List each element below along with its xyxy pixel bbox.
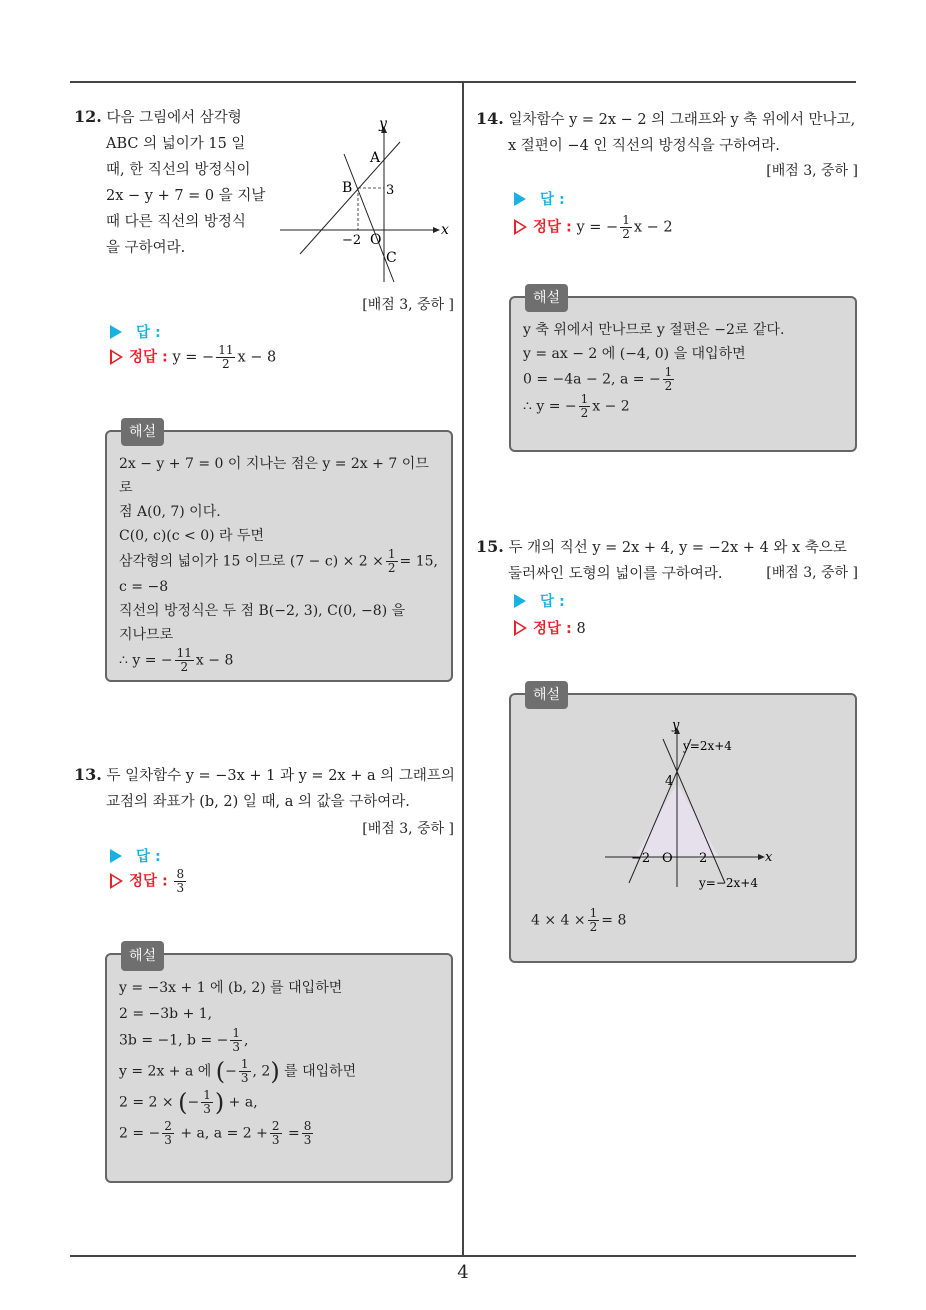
explanation-tag: 해설 (525, 284, 568, 312)
q14-expl-line: y 축 위에서 만나므로 y 절편은 −2로 같다. (523, 322, 785, 338)
q14-score: [배점 3, 중하 ] (766, 163, 858, 179)
q12-graph-label-c: C (386, 250, 397, 266)
q12-answer-post: x − 8 (237, 349, 277, 366)
q13-answer-num: 8 (176, 867, 185, 881)
explanation-tag: 해설 (121, 941, 164, 971)
q13-question (74, 762, 458, 815)
q14-answer-line (514, 189, 565, 211)
q13-expl-line: y = −3x + 1 에 (b, 2) 를 대입하면 (119, 980, 343, 996)
q13-score: [배점 3, 중하 ] (362, 821, 454, 837)
q15-graph-x-label: x (765, 850, 773, 865)
q15-answer-line (514, 591, 565, 613)
q13-explanation-box (105, 948, 453, 1183)
bottom-rule (70, 1255, 856, 1257)
q12-answer-line (110, 322, 161, 344)
q13-number: 13. (74, 765, 102, 784)
q15-explanation-box (509, 687, 857, 963)
q12-answer-num: 11 (218, 343, 234, 357)
filled-triangle-icon (110, 325, 122, 339)
q15-correct-line (514, 618, 586, 640)
q13-expl-line: 2 = 2 × (− $\frac{1}{3}$ ) + a, (119, 1088, 258, 1117)
answer-label: 답 : (136, 849, 161, 865)
q12-expl-line: 점 A(0, 7) 이다. (119, 504, 221, 520)
q12-graph-tick-y: 3 (386, 183, 395, 198)
q14-explanation-box (509, 290, 857, 452)
q12-graph-x-label: x (441, 222, 449, 238)
q12-graph-origin: O (370, 232, 382, 248)
q13-correct-line (110, 868, 188, 895)
q12-line: 다음 그림에서 삼각형 (106, 110, 242, 126)
q12-explanation-box (105, 424, 453, 682)
q13-line: 교점의 좌표가 (b, 2) 일 때, a 의 값을 구하여라. (106, 794, 410, 810)
filled-triangle-icon (514, 594, 526, 608)
q15-graph-line2-label: y=−2x+4 (699, 876, 758, 890)
q12-answer-pre: y = − (172, 349, 215, 366)
q15-graph-tick-pos: 2 (699, 851, 708, 866)
q12-graph-label-a: A (370, 150, 381, 166)
q14-line: x 절편이 −4 인 직선의 방정식을 구하여라. (508, 138, 780, 154)
q12-score: [배점 3, 중하 ] (362, 297, 454, 313)
q12-number: 12. (74, 107, 102, 126)
q15-line: 두 개의 직선 y = 2x + 4, y = −2x + 4 와 x 축으로 (508, 540, 847, 556)
q14-line: 일차함수 y = 2x − 2 의 그래프와 y 축 위에서 만나고, (508, 112, 856, 128)
outline-triangle-icon (514, 620, 527, 636)
q12-line: 때 다른 직선의 방정식 (106, 214, 246, 230)
filled-triangle-icon (514, 192, 526, 206)
q13-expl-line: y = 2x + a 에 (− $\frac{1}{3}$ , 2) 를 대입하면 (119, 1057, 357, 1086)
q15-graph-tick-y: 4 (665, 774, 674, 789)
q15-graph-origin: O (662, 851, 673, 866)
q12-expl-line: ∴ y = − $\frac{11}{2}$ x − 8 (119, 646, 234, 674)
explanation-tag: 해설 (525, 681, 568, 709)
q12-correct-line (110, 344, 276, 371)
answer-label: 답 : (540, 594, 565, 610)
q13-answer-den: 3 (176, 881, 185, 895)
correct-label: 정답 : (129, 873, 168, 890)
q14-answer-post: x − 2 (633, 219, 673, 236)
q12-line: 때, 한 직선의 방정식이 (106, 162, 251, 178)
q14-correct-line (514, 214, 673, 241)
q14-answer-den: 2 (622, 227, 630, 241)
correct-label: 정답 : (533, 621, 572, 637)
q15-expl-line: 4 × 4 × $\frac{1}{2}$ = 8 (531, 906, 627, 934)
q12-graph-label-b: B (342, 180, 353, 196)
q12-graph-tick-x: −2 (342, 233, 362, 248)
q12-line: ABC 의 넓이가 15 일 (106, 136, 246, 152)
filled-triangle-icon (110, 849, 122, 863)
page-number: 4 (457, 1262, 469, 1283)
q12-graph-y-label: y (379, 116, 387, 132)
q14-question (476, 106, 860, 159)
q15-graph (601, 717, 781, 892)
column-divider (462, 83, 464, 1255)
explanation-tag: 해설 (121, 418, 164, 446)
q12-expl-line: 지나므로 (119, 627, 174, 643)
correct-label: 정답 : (533, 219, 572, 236)
correct-label: 정답 : (129, 349, 168, 366)
q12-expl-line: 2x − y + 7 = 0 이 지나는 점은 y = 2x + 7 이므로 (119, 456, 429, 496)
q15-graph-y-label: y (672, 718, 680, 733)
q14-expl-line: 0 = −4a − 2, a = − $\frac{1}{2}$ (523, 365, 673, 393)
q12-expl-line: C(0, c)(c < 0) 라 두면 (119, 528, 265, 544)
q12-expl-line: 직선의 방정식은 두 점 B(−2, 3), C(0, −8) 을 (119, 603, 406, 619)
q14-answer-num: 1 (622, 213, 630, 227)
q13-line: 두 일차함수 y = −3x + 1 과 y = 2x + a 의 그래프의 (106, 768, 455, 784)
q14-number: 14. (476, 109, 504, 128)
answer-label: 답 : (136, 325, 161, 341)
q12-expl-line: 삼각형의 넓이가 15 이므로 (7 − c) × 2 × $\frac{1}{2}$ = 15, (119, 547, 438, 575)
q15-graph-line1-label: y=2x+4 (683, 739, 732, 753)
q15-line: 둘러싸인 도형의 넓이를 구하여라. (508, 566, 723, 582)
outline-triangle-icon (110, 349, 123, 365)
answer-label: 답 : (540, 192, 565, 208)
outline-triangle-icon (514, 219, 527, 235)
q14-expl-line: ∴ y = − $\frac{1}{2}$ x − 2 (523, 392, 630, 420)
q12-line: 2x − y + 7 = 0 을 지날 (106, 188, 266, 204)
q14-expl-line: y = ax − 2 에 (−4, 0) 을 대입하면 (523, 346, 746, 362)
q15-number: 15. (476, 537, 504, 556)
q12-answer-den: 2 (222, 357, 230, 371)
q13-expl-line: 3b = −1, b = − $\frac{1}{3}$ , (119, 1026, 249, 1054)
q15-score: [배점 3, 중하 ] (766, 565, 858, 581)
q15-answer-value: 8 (576, 621, 586, 637)
q13-answer-line (110, 846, 161, 868)
q12-graph (276, 112, 454, 284)
q14-answer-pre: y = − (576, 219, 619, 236)
outline-triangle-icon (110, 873, 123, 889)
q13-expl-line: 2 = −3b + 1, (119, 1006, 213, 1022)
q15-graph-tick-neg: −2 (631, 851, 651, 866)
q13-expl-line: 2 = − $\frac{2}{3}$ + a, a = 2 + $\frac{2}{3}$ = $\frac{8}{3}$ (119, 1119, 312, 1147)
q12-expl-line: c = −8 (119, 579, 169, 595)
q12-question (74, 104, 274, 261)
q12-line: 을 구하여라. (106, 240, 186, 256)
